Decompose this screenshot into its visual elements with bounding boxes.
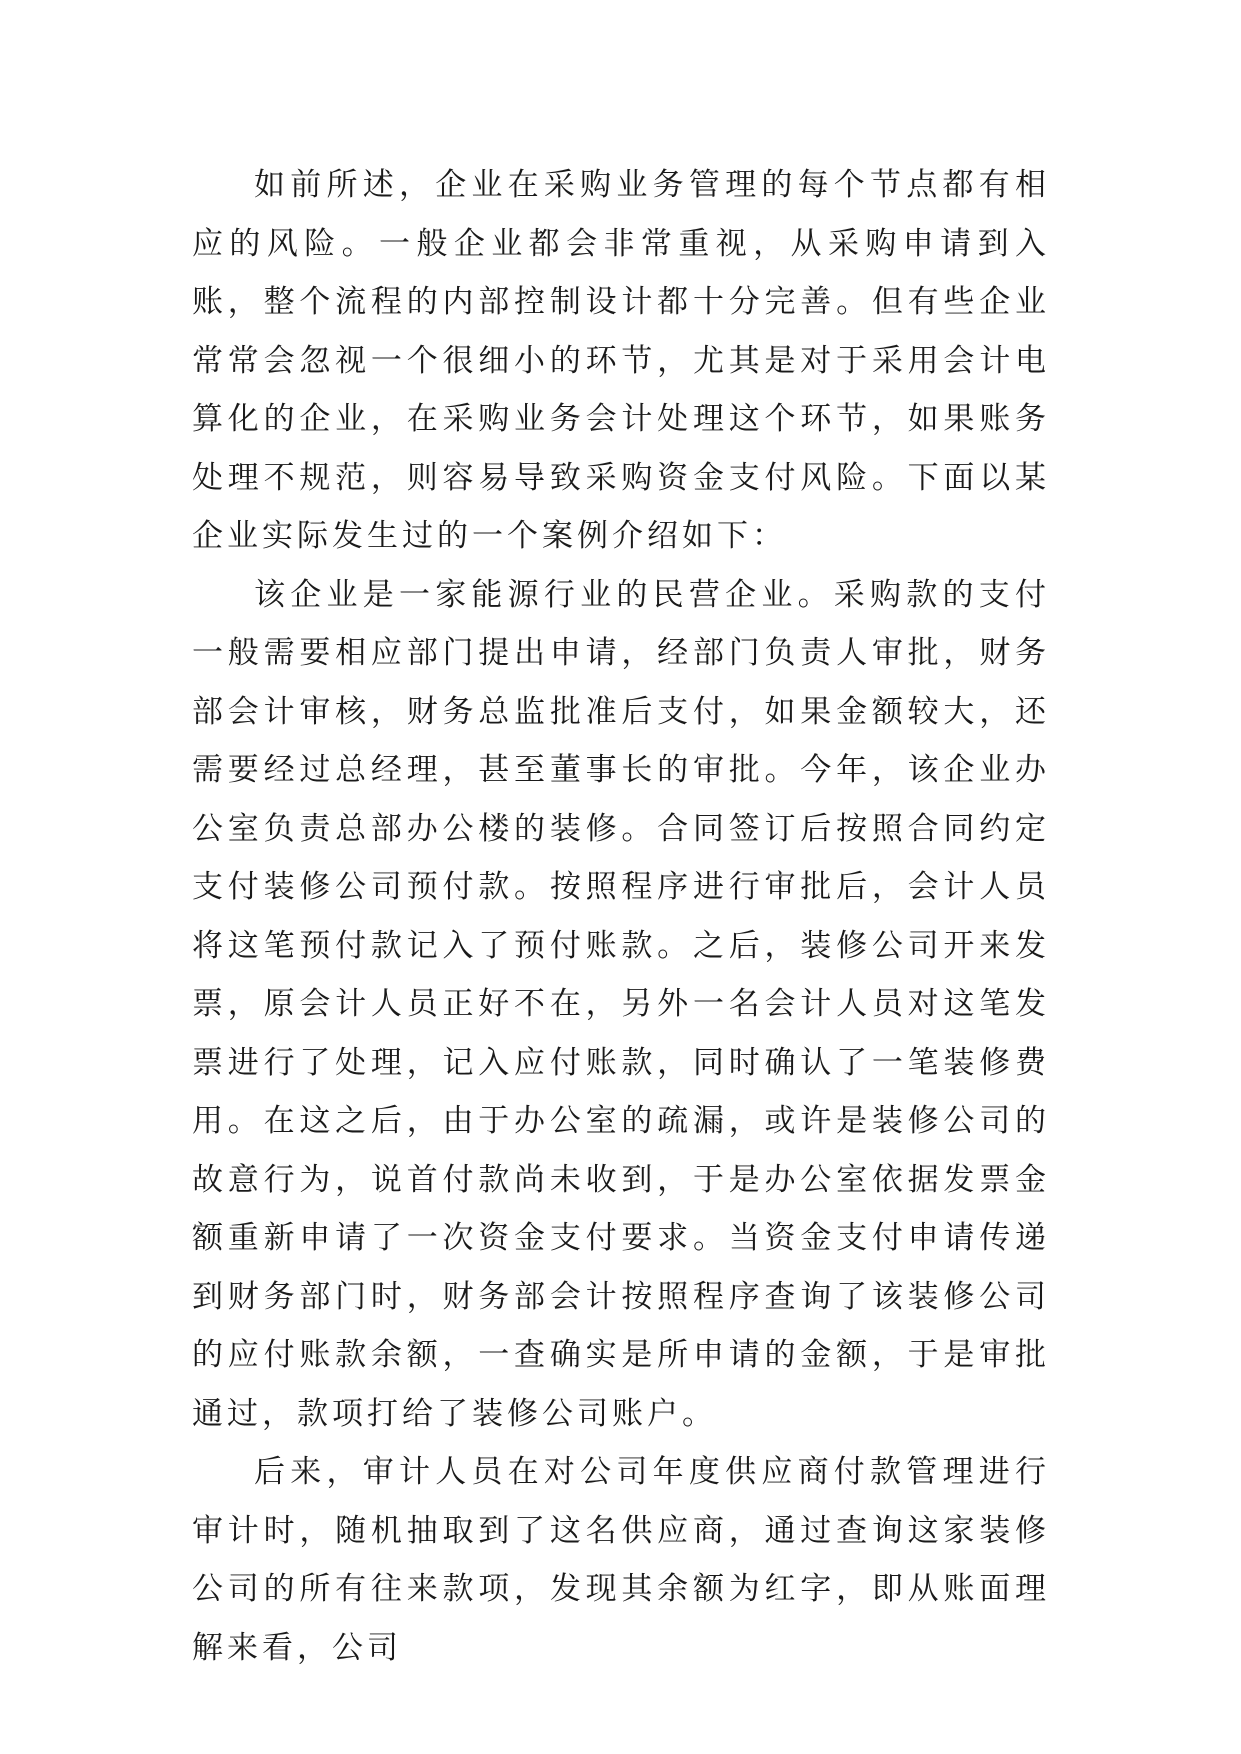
document-body	[192, 156, 1050, 1677]
paragraph-2: 该企业是一家能源行业的民营企业。采购款的支付一般需要相应部门提出申请，经部门负责人审批，财务部会计审核，财务总监批准后支付，如果金额较大，还需要经过总经理，甚至董事长的审批。今年，该企业办公室负责总部办公楼的装修。合同签订后按照合同约定支付装修公司预付款。按照程序进行审批后，会计人员将这笔预付款记入了预付账款。之后，装修公司开来发票，原会计人员正好不在，另外一名会计人员对这笔发票进行了处理，记入应付账款，同时确认了一笔装修费用。在这之后，由于办公室的疏漏，或许是装修公司的故意行为，说首付款尚未收到，于是办公室依据发票金额重新申请了一次资金支付要求。当资金支付申请传递到财务部门时，财务部会计按照程序查询了该装修公司的应付账款余额，一查确实是所申请的金额，于是审批通过，款项打给了装修公司账户。	[192, 576, 1050, 1432]
paragraph-1: 如前所述，企业在采购业务管理的每个节点都有相应的风险。一般企业都会非常重视，从采购申请到入账，整个流程的内部控制设计都十分完善。但有些企业常常会忽视一个很细小的环节，尤其是对于采用会计电算化的企业，在采购业务会计处理这个环节，如果账务处理不规范，则容易导致采购资金支付风险。下面以某企业实际发生过的一个案例介绍如下：	[192, 167, 1050, 554]
paragraph-3: 后来，审计人员在对公司年度供应商付款管理进行审计时，随机抽取到了这名供应商，通过查询这家装修公司的所有往来款项，发现其余额为红字，即从账面理解来看，公司	[192, 1454, 1050, 1666]
